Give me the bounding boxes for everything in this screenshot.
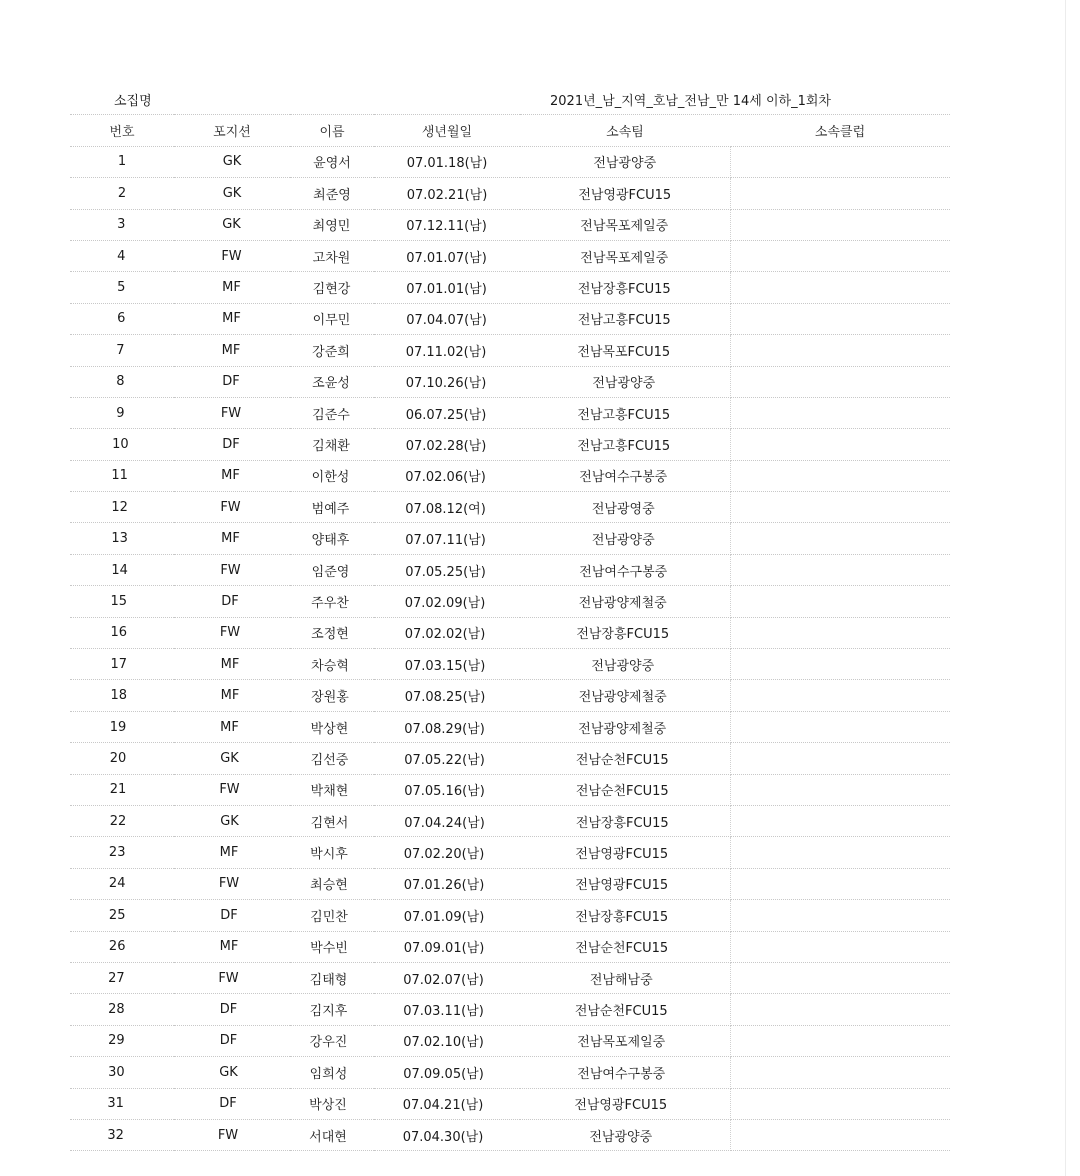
cell-birthdate: 07.05.16(남) xyxy=(374,774,520,805)
cell-birthdate: 07.01.01(남) xyxy=(374,272,520,303)
table-row xyxy=(70,240,950,271)
cell-team: 전남고흥FCU15 xyxy=(520,397,730,428)
cell-no: 24 xyxy=(70,868,174,899)
cell-club xyxy=(730,774,950,805)
cell-team: 전남여수구봉중 xyxy=(520,1057,730,1088)
cell-club xyxy=(730,554,950,585)
cell-name: 강준희 xyxy=(290,335,374,366)
cell-birthdate: 07.08.29(남) xyxy=(374,711,520,742)
cell-no: 22 xyxy=(70,805,174,836)
cell-no: 4 xyxy=(70,240,174,271)
table-row xyxy=(70,1025,950,1056)
table-row xyxy=(70,366,950,397)
cell-position: GK xyxy=(174,146,290,177)
cell-position: MF xyxy=(174,931,290,962)
cell-position: DF xyxy=(174,900,290,931)
cell-club xyxy=(730,1119,950,1150)
cell-position: GK xyxy=(174,209,290,240)
cell-position: MF xyxy=(174,460,290,491)
cell-name: 박채현 xyxy=(290,774,374,805)
cell-no: 5 xyxy=(70,272,174,303)
cell-club xyxy=(730,178,950,209)
cell-no: 32 xyxy=(70,1119,174,1150)
cell-name: 최영민 xyxy=(290,209,374,240)
cell-club xyxy=(730,743,950,774)
table-row xyxy=(70,1119,950,1150)
cell-team: 전남광양중 xyxy=(520,523,730,554)
cell-position: DF xyxy=(174,1025,290,1056)
table-row xyxy=(70,680,950,711)
cell-name: 장원홍 xyxy=(290,680,374,711)
roster-table xyxy=(70,84,950,1151)
cell-no: 23 xyxy=(70,837,174,868)
table-row xyxy=(70,146,950,177)
cell-club xyxy=(730,805,950,836)
cell-team: 전남영광FCU15 xyxy=(520,837,730,868)
cell-birthdate: 07.12.11(남) xyxy=(374,209,520,240)
cell-position: FW xyxy=(174,774,290,805)
cell-birthdate: 07.08.25(남) xyxy=(374,680,520,711)
cell-team: 전남영광FCU15 xyxy=(520,1088,730,1119)
cell-position: MF xyxy=(174,523,290,554)
table-row xyxy=(70,1088,950,1119)
cell-birthdate: 07.02.09(남) xyxy=(374,586,520,617)
cell-no: 26 xyxy=(70,931,174,962)
cell-club xyxy=(730,1025,950,1056)
table-row xyxy=(70,492,950,523)
cell-no: 1 xyxy=(70,146,174,177)
cell-position: DF xyxy=(174,1088,290,1119)
cell-team: 전남여수구봉중 xyxy=(520,460,730,491)
table-row xyxy=(70,303,950,334)
cell-no: 31 xyxy=(70,1088,174,1119)
cell-name: 김채환 xyxy=(290,429,374,460)
cell-name: 김선중 xyxy=(290,743,374,774)
cell-name: 김현강 xyxy=(290,272,374,303)
cell-position: GK xyxy=(174,1057,290,1088)
cell-birthdate: 07.04.07(남) xyxy=(374,303,520,334)
cell-club xyxy=(730,492,950,523)
cell-name: 김태형 xyxy=(290,962,374,993)
cell-name: 주우찬 xyxy=(290,586,374,617)
cell-name: 조윤성 xyxy=(290,366,374,397)
cell-name: 범예주 xyxy=(290,492,374,523)
cell-birthdate: 07.03.15(남) xyxy=(374,649,520,680)
cell-no: 11 xyxy=(70,460,174,491)
cell-name: 양태후 xyxy=(290,523,374,554)
cell-club xyxy=(730,680,950,711)
title-row xyxy=(70,84,950,115)
cell-birthdate: 07.02.21(남) xyxy=(374,178,520,209)
cell-club xyxy=(730,272,950,303)
cell-team: 전남광영중 xyxy=(520,492,730,523)
header-position: 포지션 xyxy=(174,115,290,146)
cell-name: 최준영 xyxy=(290,178,374,209)
cell-birthdate: 07.07.11(남) xyxy=(374,523,520,554)
header-name: 이름 xyxy=(290,115,374,146)
cell-no: 20 xyxy=(70,743,174,774)
cell-club xyxy=(730,837,950,868)
table-row xyxy=(70,931,950,962)
cell-team: 전남광양제철중 xyxy=(520,586,730,617)
cell-club xyxy=(730,586,950,617)
cell-name: 차승혁 xyxy=(290,649,374,680)
cell-no: 10 xyxy=(70,429,174,460)
cell-club xyxy=(730,962,950,993)
cell-position: FW xyxy=(174,554,290,585)
scan-edge-line xyxy=(1065,0,1066,1176)
cell-birthdate: 06.07.25(남) xyxy=(374,397,520,428)
cell-position: MF xyxy=(174,711,290,742)
cell-name: 조정현 xyxy=(290,617,374,648)
cell-name: 김지후 xyxy=(290,994,374,1025)
cell-team: 전남장흥FCU15 xyxy=(520,805,730,836)
cell-position: DF xyxy=(174,586,290,617)
cell-position: MF xyxy=(174,649,290,680)
cell-no: 16 xyxy=(70,617,174,648)
cell-team: 전남광양중 xyxy=(520,649,730,680)
cell-name: 김준수 xyxy=(290,397,374,428)
cell-position: GK xyxy=(174,178,290,209)
cell-club xyxy=(730,868,950,899)
cell-name: 박수빈 xyxy=(290,931,374,962)
table-row xyxy=(70,209,950,240)
cell-no: 28 xyxy=(70,994,174,1025)
cell-no: 15 xyxy=(70,586,174,617)
table-row xyxy=(70,837,950,868)
table-row xyxy=(70,994,950,1025)
cell-birthdate: 07.05.25(남) xyxy=(374,554,520,585)
cell-team: 전남영광FCU15 xyxy=(520,868,730,899)
header-team: 소속팀 xyxy=(520,115,730,146)
cell-name: 이무민 xyxy=(290,303,374,334)
cell-team: 전남고흥FCU15 xyxy=(520,429,730,460)
cell-name: 박상진 xyxy=(290,1088,374,1119)
cell-no: 21 xyxy=(70,774,174,805)
cell-birthdate: 07.04.24(남) xyxy=(374,805,520,836)
cell-position: MF xyxy=(174,680,290,711)
cell-team: 전남목포제일중 xyxy=(520,1025,730,1056)
cell-team: 전남광양중 xyxy=(520,1119,730,1150)
cell-club xyxy=(730,1057,950,1088)
cell-birthdate: 07.09.01(남) xyxy=(374,931,520,962)
cell-club xyxy=(730,649,950,680)
cell-no: 7 xyxy=(70,335,174,366)
cell-position: GK xyxy=(174,743,290,774)
cell-club xyxy=(730,366,950,397)
roster-body xyxy=(70,84,950,1151)
cell-name: 김현서 xyxy=(290,805,374,836)
table-row xyxy=(70,962,950,993)
cell-team: 전남목포FCU15 xyxy=(520,335,730,366)
cell-name: 강우진 xyxy=(290,1025,374,1056)
cell-position: DF xyxy=(174,994,290,1025)
table-row xyxy=(70,868,950,899)
cell-name: 박시후 xyxy=(290,837,374,868)
header-birthdate: 생년월일 xyxy=(374,115,520,146)
cell-birthdate: 07.09.05(남) xyxy=(374,1057,520,1088)
cell-club xyxy=(730,303,950,334)
cell-birthdate: 07.11.02(남) xyxy=(374,335,520,366)
table-row xyxy=(70,397,950,428)
cell-no: 6 xyxy=(70,303,174,334)
table-row xyxy=(70,460,950,491)
cell-no: 13 xyxy=(70,523,174,554)
cell-club xyxy=(730,617,950,648)
table-row xyxy=(70,1057,950,1088)
cell-no: 3 xyxy=(70,209,174,240)
cell-position: GK xyxy=(174,805,290,836)
cell-birthdate: 07.08.12(여) xyxy=(374,492,520,523)
cell-no: 18 xyxy=(70,680,174,711)
cell-team: 전남영광FCU15 xyxy=(520,178,730,209)
cell-club xyxy=(730,209,950,240)
cell-no: 14 xyxy=(70,554,174,585)
cell-birthdate: 07.10.26(남) xyxy=(374,366,520,397)
table-row xyxy=(70,649,950,680)
cell-team: 전남광양제철중 xyxy=(520,680,730,711)
table-row xyxy=(70,900,950,931)
table-row xyxy=(70,523,950,554)
cell-birthdate: 07.05.22(남) xyxy=(374,743,520,774)
cell-name: 임희성 xyxy=(290,1057,374,1088)
cell-team: 전남고흥FCU15 xyxy=(520,303,730,334)
cell-position: FW xyxy=(174,617,290,648)
roster-sheet xyxy=(70,84,950,1151)
cell-birthdate: 07.02.07(남) xyxy=(374,962,520,993)
cell-name: 김민찬 xyxy=(290,900,374,931)
cell-club xyxy=(730,900,950,931)
cell-no: 8 xyxy=(70,366,174,397)
cell-position: FW xyxy=(174,492,290,523)
cell-no: 12 xyxy=(70,492,174,523)
table-row xyxy=(70,429,950,460)
cell-no: 9 xyxy=(70,397,174,428)
cell-club xyxy=(730,146,950,177)
cell-position: FW xyxy=(174,397,290,428)
cell-position: FW xyxy=(174,1119,290,1150)
cell-position: FW xyxy=(174,240,290,271)
cell-birthdate: 07.01.09(남) xyxy=(374,900,520,931)
cell-birthdate: 07.01.18(남) xyxy=(374,146,520,177)
cell-club xyxy=(730,460,950,491)
cell-birthdate: 07.04.30(남) xyxy=(374,1119,520,1150)
cell-team: 전남순천FCU15 xyxy=(520,994,730,1025)
cell-birthdate: 07.02.28(남) xyxy=(374,429,520,460)
cell-name: 윤영서 xyxy=(290,146,374,177)
cell-no: 2 xyxy=(70,178,174,209)
cell-position: MF xyxy=(174,335,290,366)
cell-team: 전남장흥FCU15 xyxy=(520,272,730,303)
cell-name: 박상현 xyxy=(290,711,374,742)
cell-club xyxy=(730,523,950,554)
cell-birthdate: 07.02.20(남) xyxy=(374,837,520,868)
table-row xyxy=(70,805,950,836)
cell-team: 전남장흥FCU15 xyxy=(520,900,730,931)
cell-team: 전남목포제일중 xyxy=(520,240,730,271)
cell-no: 30 xyxy=(70,1057,174,1088)
cell-club xyxy=(730,240,950,271)
cell-position: MF xyxy=(174,837,290,868)
cell-club xyxy=(730,429,950,460)
cell-birthdate: 07.04.21(남) xyxy=(374,1088,520,1119)
table-row xyxy=(70,178,950,209)
cell-position: DF xyxy=(174,429,290,460)
header-row xyxy=(70,115,950,146)
cell-team: 전남순천FCU15 xyxy=(520,774,730,805)
table-row xyxy=(70,617,950,648)
header-club: 소속클럽 xyxy=(730,115,950,146)
table-row xyxy=(70,711,950,742)
cell-club xyxy=(730,994,950,1025)
header-no: 번호 xyxy=(70,115,174,146)
cell-birthdate: 07.02.10(남) xyxy=(374,1025,520,1056)
table-row xyxy=(70,272,950,303)
cell-no: 17 xyxy=(70,649,174,680)
cell-birthdate: 07.02.02(남) xyxy=(374,617,520,648)
cell-club xyxy=(730,931,950,962)
cell-position: DF xyxy=(174,366,290,397)
cell-name: 고차원 xyxy=(290,240,374,271)
cell-position: MF xyxy=(174,303,290,334)
cell-no: 29 xyxy=(70,1025,174,1056)
table-row xyxy=(70,554,950,585)
cell-team: 전남순천FCU15 xyxy=(520,931,730,962)
cell-no: 19 xyxy=(70,711,174,742)
cell-team: 전남장흥FCU15 xyxy=(520,617,730,648)
cell-club xyxy=(730,711,950,742)
cell-name: 최승현 xyxy=(290,868,374,899)
table-row xyxy=(70,774,950,805)
cell-team: 전남해남중 xyxy=(520,962,730,993)
cell-team: 전남여수구봉중 xyxy=(520,554,730,585)
cell-name: 임준영 xyxy=(290,554,374,585)
cell-birthdate: 07.01.07(남) xyxy=(374,240,520,271)
cell-name: 서대현 xyxy=(290,1119,374,1150)
cell-team: 전남광양중 xyxy=(520,146,730,177)
cell-position: FW xyxy=(174,962,290,993)
cell-no: 25 xyxy=(70,900,174,931)
cell-team: 전남광양제철중 xyxy=(520,711,730,742)
cell-name: 이한성 xyxy=(290,460,374,491)
call-label: 소집명 xyxy=(70,84,520,115)
cell-birthdate: 07.02.06(남) xyxy=(374,460,520,491)
table-row xyxy=(70,586,950,617)
cell-position: FW xyxy=(174,868,290,899)
cell-team: 전남순천FCU15 xyxy=(520,743,730,774)
cell-birthdate: 07.03.11(남) xyxy=(374,994,520,1025)
cell-club xyxy=(730,335,950,366)
cell-no: 27 xyxy=(70,962,174,993)
call-title: 2021년_남_지역_호남_전남_만 14세 이하_1회차 xyxy=(520,84,950,115)
cell-team: 전남광양중 xyxy=(520,366,730,397)
table-row xyxy=(70,743,950,774)
cell-club xyxy=(730,397,950,428)
cell-team: 전남목포제일중 xyxy=(520,209,730,240)
cell-club xyxy=(730,1088,950,1119)
table-row xyxy=(70,335,950,366)
cell-birthdate: 07.01.26(남) xyxy=(374,868,520,899)
cell-position: MF xyxy=(174,272,290,303)
